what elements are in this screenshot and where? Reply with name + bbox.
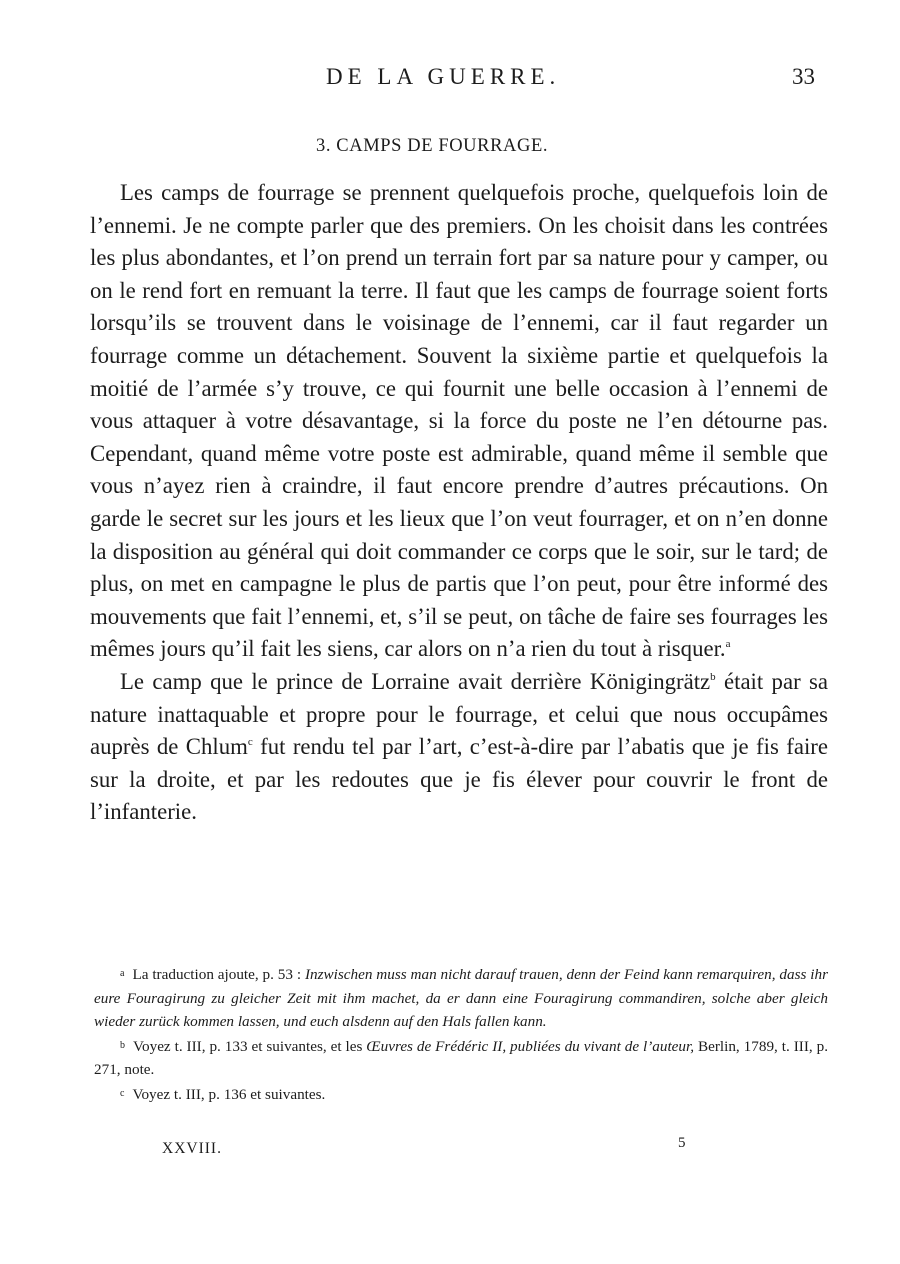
footnote-c [94, 1082, 828, 1107]
footnote-text: Voyez t. III, p. 136 et suivantes. [132, 1085, 326, 1103]
paragraph-1 [90, 177, 828, 666]
paragraph-2-text-a: Le camp que le prince de Lorraine avait derrière Königingrätz [120, 668, 711, 694]
footnote-mark: c [120, 1087, 125, 1099]
footnote-ref-b: b [710, 670, 716, 683]
running-title: DE LA GUERRE. [326, 64, 561, 89]
footnote-mark: a [120, 968, 125, 979]
footnote-text-after: Berlin, 1789, t. III, p. 271, note. [94, 1037, 828, 1078]
printer-signature: XXVIII. [162, 1140, 222, 1157]
paragraph-2 [90, 666, 828, 829]
paragraph-2-text-b: était par sa nature inattaquable et propre pour le fourrage, et celui que nous occupâmes auprès de Chlum [90, 668, 828, 760]
paragraph-1-text: Les camps de fourrage se prennent quelquefois proche, quelquefois loin de l’ennemi. Je ne compte parler que des premiers. On les choisit dans les contrées les plus abondantes, et l’on prend un terrain fort par sa nature pour y camper, ou on le rend fort en remuant la terre. Il faut que les camps de fourrage soient forts lorsqu’ils se trouvent dans le voisinage de l’ennemi, car il faut regarder un fourrage comme un détachement. Souvent la sixième partie et quelquefois la moitié de l’armée s’y trouve, ce qui fournit une belle occasion à l’ennemi de vous attaquer à votre désavantage, si la force du poste ne l’en détourne pas. Cependant, quand même votre poste est admirable, quand même il semble que vous n’ayez rien à craindre, il faut encore prendre d’autres précautions. On garde le secret sur les jours et les lieux que l’on veut fourrager, et on n’en donne la disposition au général qui doit commander ce corps que le soir, sur le tard; de plus, on met en campagne le plus de partis que l’on peut, pour être informé des mouvements que fait l’ennemi, et, s’il se peut, on tâche de faire ses fourrages les mêmes jours qu’il fait les siens, car alors on n’a rien du tout à risquer. [90, 180, 828, 662]
running-head [0, 64, 900, 100]
footnotes [94, 962, 828, 1106]
footnote-a [94, 962, 828, 1034]
body-text [90, 177, 828, 829]
footnote-b [94, 1034, 828, 1082]
footnote-italic: Œuvres de Frédéric II, publiées du vivant de l’auteur, [366, 1037, 695, 1055]
paragraph-2-text-c: fut rendu tel par l’art, c’est-à-dire par l’abatis que je fis faire sur la droite, et par les redoutes que je fis élever pour couvrir le front de l’infanterie. [90, 734, 828, 825]
footnote-ref-c: c [247, 736, 253, 749]
footnote-italic: Inzwischen muss man nicht darauf trauen, denn der Feind kann remarquiren, dass ihr eure Fouragirung zu gleicher Zeit mit ihm machet, da er dann eine Fouragirung commandiren, solche aber gleich wieder zurück kommen lassen, und euch alsdenn auf den Hals fallen kann. [94, 966, 828, 1030]
footnote-ref-a: a [725, 638, 731, 651]
footnote-text: La traduction ajoute, p. 53 : [132, 966, 305, 983]
footnote-text: Voyez t. III, p. 133 et suivantes, et les [133, 1037, 367, 1055]
folio-mark: 5 [678, 1135, 686, 1151]
section-heading: 3. CAMPS DE FOURRAGE. [316, 136, 549, 156]
footnote-mark: b [120, 1039, 125, 1051]
page-number: 33 [792, 64, 815, 89]
